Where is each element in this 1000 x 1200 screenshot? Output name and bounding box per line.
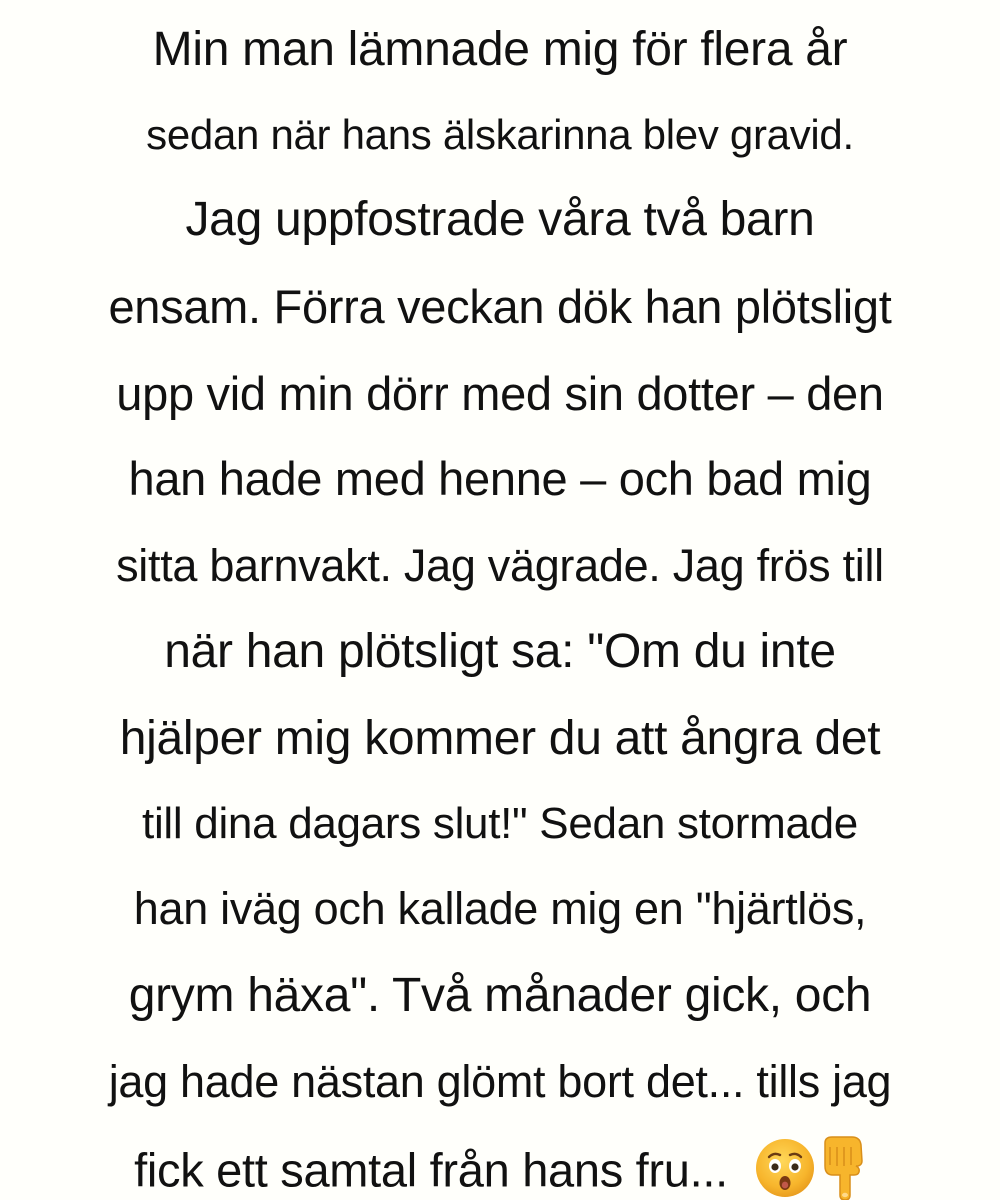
story-line-9: hjälper mig kommer du att ångra det xyxy=(119,712,881,765)
story-line-14 xyxy=(0,1141,1000,1200)
story-line-12: grym häxa". Två månader gick, och xyxy=(128,969,872,1022)
story-line-5: upp vid min dörr med sin dotter – den xyxy=(116,367,884,420)
story-line-14-text: fick ett samtal från hans fru... xyxy=(134,1143,728,1197)
story-line-2: sedan när hans älskarinna blev gravid. xyxy=(146,111,854,158)
story-line-6: han hade med henne – och bad mig xyxy=(128,452,872,505)
story-line-11: han iväg och kallade mig en "hjärtlös, xyxy=(133,883,867,934)
story-line-7: sitta barnvakt. Jag vägrade. Jag frös till xyxy=(116,540,884,591)
story-line-1: Min man lämnade mig för flera år xyxy=(152,23,848,76)
story-line-3: Jag uppfostrade våra två barn xyxy=(185,193,815,246)
story-line-13: jag hade nästan glömt bort det... tills jag xyxy=(108,1056,892,1107)
pointing-down-hand-icon xyxy=(816,1135,866,1200)
story-line-4: ensam. Förra veckan dök han plötsligt xyxy=(108,280,892,333)
story-line-8: när han plötsligt sa: "Om du inte xyxy=(164,625,836,678)
story-line-10: till dina dagars slut!" Sedan stormade xyxy=(142,799,858,848)
astonished-face-icon xyxy=(754,1137,816,1199)
